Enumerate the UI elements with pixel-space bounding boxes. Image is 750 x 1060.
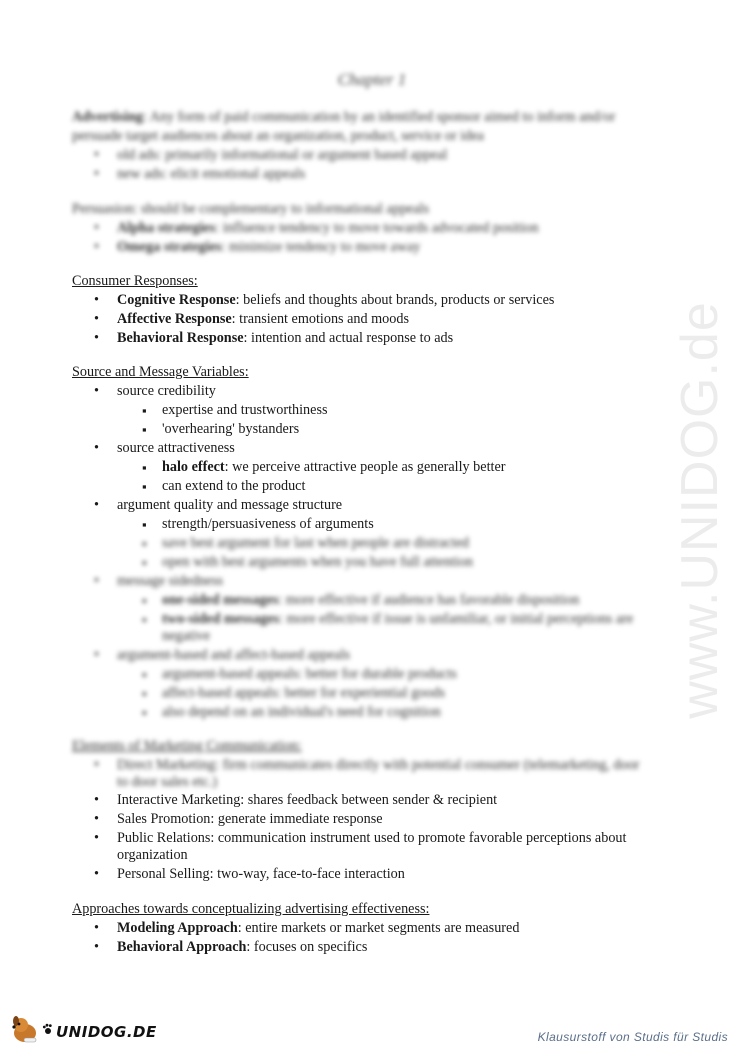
sub-list-item: ▪ open with best arguments when you have full attention (162, 553, 473, 572)
list-item: • Direct Marketing: firm communicates directly with potential consumer (telemarketing, door (117, 756, 639, 775)
list-item: • source credibility (117, 382, 216, 401)
list-item: • message sidedness (117, 572, 223, 591)
list-item: • Affective Response: transient emotions and moods (117, 310, 409, 329)
sub-list-item: ▪ 'overhearing' bystanders (162, 420, 299, 439)
list-item: • argument-based and affect-based appeals (117, 646, 350, 665)
section-heading-approaches: Approaches towards conceptualizing advertising effectiveness: (72, 901, 430, 917)
paw-icon (42, 1023, 54, 1040)
watermark-text: www.UNIDOG.de (671, 301, 729, 719)
list-item: • Behavioral Response: intention and actual response to ads (117, 329, 453, 348)
sub-list-item-cont: negative (162, 628, 211, 644)
list-item: • Omega strategies: minimize tendency to move away (117, 238, 420, 257)
sub-list-item: ▪ can extend to the product (162, 477, 305, 496)
list-item: • new ads: elicit emotional appeals (117, 165, 305, 184)
unidog-logo[interactable] (8, 1014, 157, 1049)
advertising-definition: Advertising: Any form of paid communication by an identified sponsor aimed to inform and/or (72, 109, 616, 125)
footer-tagline: Klausurstoff von Studis für Studis (537, 1030, 728, 1044)
list-item: • argument quality and message structure (117, 496, 342, 515)
sub-list-item: ▪ halo effect: we perceive attractive people as generally better (162, 458, 505, 477)
list-item-cont: to door sales etc.) (117, 774, 218, 790)
list-item: • Behavioral Approach: focuses on specifics (117, 938, 367, 957)
list-item: • old ads: primarily informational or argument based appeal (117, 146, 447, 165)
watermark (640, 280, 750, 740)
list-item: • Sales Promotion: generate immediate response (117, 810, 383, 829)
list-item: • Interactive Marketing: shares feedback between sender & recipient (117, 791, 497, 810)
list-item-cont: organization (117, 847, 188, 863)
sub-list-item: ▪ expertise and trustworthiness (162, 401, 327, 420)
list-item: • Personal Selling: two-way, face-to-face interaction (117, 865, 405, 884)
sub-list-item: ▪ two-sided messages: more effective if issue is unfamiliar, or initial perceptions are (162, 610, 633, 629)
section-heading-consumer: Consumer Responses: (72, 273, 198, 289)
list-item: • Modeling Approach: entire markets or market segments are measured (117, 919, 519, 938)
advertising-definition-cont: persuade target audiences about an organization, product, service or idea (72, 128, 484, 144)
section-heading-source: Source and Message Variables: (72, 364, 249, 380)
logo-text: UNIDOG.DE (56, 1022, 157, 1041)
sub-list-item: ▪ strength/persuasiveness of arguments (162, 515, 374, 534)
sub-list-item: ▪ affect-based appeals: better for experiential goods (162, 684, 445, 703)
list-item: • Cognitive Response: beliefs and thoughts about brands, products or services (117, 291, 554, 310)
sub-list-item: ▪ also depend on an individual's need for cognition (162, 703, 441, 722)
persuasion-text: Persuasion: should be complementary to informational appeals (72, 201, 429, 217)
section-heading-marketing: Elements of Marketing Communication: (72, 738, 302, 754)
list-item: • Alpha strategies: influence tendency to move towards advocated position (117, 219, 539, 238)
chapter-title: Chapter 1 (337, 70, 407, 89)
sub-list-item: ▪ argument-based appeals: better for durable products (162, 665, 457, 684)
list-item: • source attractiveness (117, 439, 235, 458)
sub-list-item: ▪ one-sided messages: more effective if audience has favorable disposition (162, 591, 579, 610)
sub-list-item: ▪ save best argument for last when people are distracted (162, 534, 469, 553)
dog-icon (8, 1014, 42, 1049)
list-item: • Public Relations: communication instrument used to promote favorable perceptions about (117, 829, 626, 848)
